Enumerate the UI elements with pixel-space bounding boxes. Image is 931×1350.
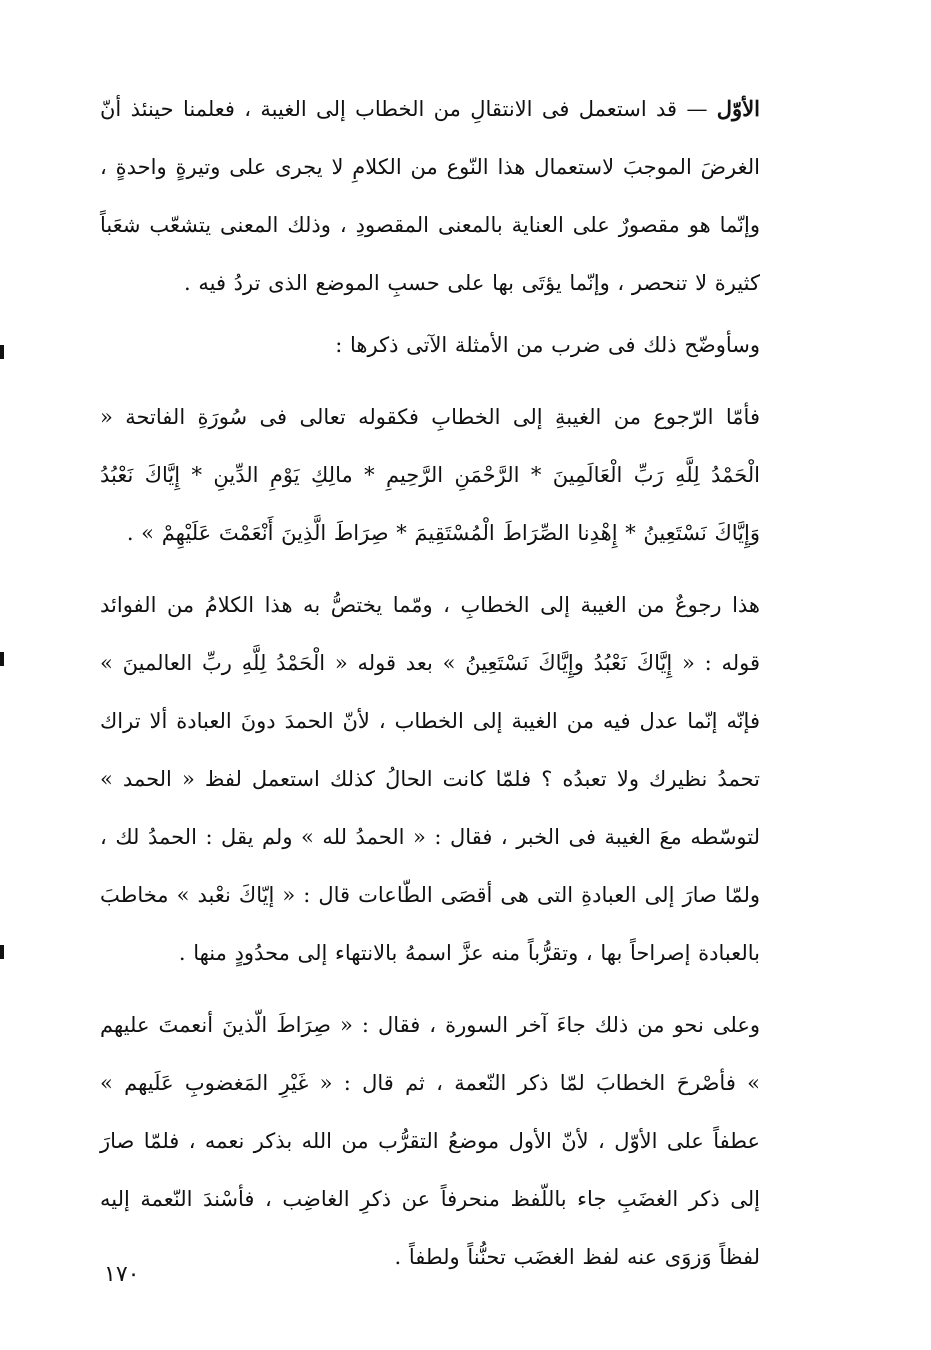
margin-mark [0,652,4,666]
paragraph-1 [100,80,760,312]
page-body [100,80,760,1286]
paragraph-text: فأمّا الرّجوع من الغيبةِ إلى الخطابِ فكقوله تعالى فى سُورَةِ الفاتحة « الْحَمْدُ لِلَّهِ رَبِّ الْعَالَمِينَ * الرَّحْمَنِ الرَّحِيمِ * مالِكِ يَوْمِ الدِّينِ * إِيَّاكَ نَعْبُدُ وَإِيَّاكَ نَسْتَعِينُ * إِهْدِنا الصِّرَاطَ الْمُسْتَقِيمَ * صِرَاطَ الَّذِينَ أَنْعَمْتَ عَلَيْهِمْ » . [100,405,760,545]
paragraph-5 [100,996,760,1286]
margin-mark [0,345,4,359]
paragraph-text: هذا رجوعٌ من الغيبة إلى الخطابِ ، ومّما يختصُّ به هذا الكلامُ من الفوائد قوله : « إِيَّاكَ نَعْبُدُ وإِيَّاكَ نَسْتَعِينُ » بعد قوله « الْحَمْدُ لِلَّهِ ربِّ العالمينَ » فإنّه إنّما عدل فيه من الغيبة إلى الخطاب ، لأنّ الحمدَ دونَ العبادة ألا تراك تحمدُ نظيرك ولا تعبدُه ؟ فلمّا كانت الحالُ كذلك استعمل لفظ « الحمد » لتوسّطه معَ الغيبة فى الخبر ، فقال : « الحمدُ لله » ولم يقل : الحمدُ لك ، ولمّا صارَ إلى العبادةِ التى هى أقصَى الطّاعات قال : « إيّاكَ نعْبد » مخاطبَ بالعبادة إصراحاً بها ، وتقرُّباً منه عزَّ اسمهُ بالانتهاء إلى محدُودٍ منها . [100,593,760,965]
margin-mark [0,945,4,959]
page-number: ١٧٠ [104,1262,140,1287]
paragraph-text: وسأوضّح ذلك فى ضرب من الأمثلة الآتى ذكرها : [335,333,760,357]
paragraph-text: وعلى نحو من ذلك جاءَ آخر السورة ، فقال : « صِرَاطَ الّذينَ أنعمتَ عليهم » فأصْرحَ الخطابَ لمّا ذكر النّعمة ، ثم قال : « غَيْرِ المَغضوبِ عَلَيهم » عطفاً على الأوّل ، لأنّ الأول موضعُ التقرُّب من الله بذكر نعمه ، فلمّا صارَ إلى ذكر الغضَبِ جاء باللّفظ منحرفاً عن ذكرِ الغاضِب ، فأسْندَ النّعمة إليه لفظاً وَزوَى عنه لفظ الغضَب تحنُّناً ولطفاً . [100,1013,760,1269]
paragraph-lead: الأوّل [716,96,761,121]
paragraph-3 [100,388,760,562]
paragraph-4 [100,576,760,982]
paragraph-2 [100,316,760,374]
paragraph-text: — قد استعمل فى الانتقالِ من الخطاب إلى الغيبة ، فعلمنا حينئذ أنّ الغرضَ الموجبَ لاستعمال هذا النّوع من الكلامِ لا يجرى على وتيرةٍ واحدةٍ ، وإنّما هو مقصورٌ على العناية بالمعنى المقصودِ ، وذلك المعنى يتشعّب شعَباً كثيرة لا تنحصر ، وإنّما يؤتَى بها على حسبِ الموضع الذى تردُ فيه . [100,97,760,295]
